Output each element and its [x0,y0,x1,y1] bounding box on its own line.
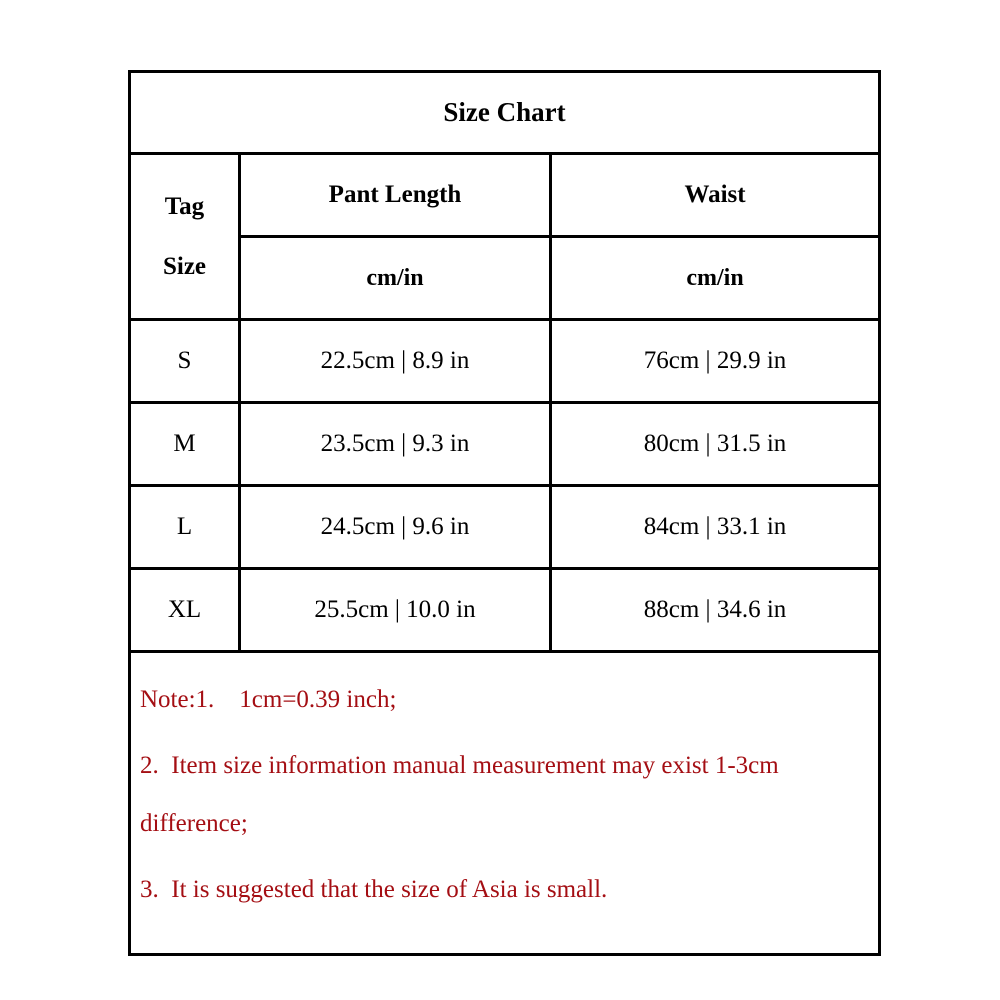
pant-length-value: 24.5cm | 9.6 in [240,486,551,569]
size-label: S [130,320,240,403]
table-row-xl [130,569,880,652]
notes-row [130,652,880,955]
note-line-2: 2. Item size information manual measurement may exist 1-3cm difference; [140,752,785,837]
size-chart-table [128,70,881,956]
tag-size-header-cell [130,154,240,320]
waist-header: Waist [551,154,880,237]
table-row-s [130,320,880,403]
tag-size-label-line1: Tag [164,192,205,220]
note-line-1: Note:1. 1cm=0.39 inch; [140,686,397,713]
waist-value: 88cm | 34.6 in [551,569,880,652]
note-line-3: 3. It is suggested that the size of Asia is small. [140,876,608,903]
pant-length-unit-label: cm/in [240,237,551,320]
size-label: L [130,486,240,569]
size-label: XL [130,569,240,652]
header-row-measures [130,154,880,237]
size-label: M [130,403,240,486]
pant-length-value: 25.5cm | 10.0 in [240,569,551,652]
notes-cell [130,652,880,955]
waist-value: 76cm | 29.9 in [551,320,880,403]
header-row-units [130,237,880,320]
table-row-m [130,403,880,486]
pant-length-header: Pant Length [240,154,551,237]
waist-value: 84cm | 33.1 in [551,486,880,569]
tag-size-label-line2: Size [162,252,207,280]
title-row [130,72,880,154]
pant-length-value: 22.5cm | 8.9 in [240,320,551,403]
chart-title: Size Chart [130,72,880,154]
waist-unit-label: cm/in [551,237,880,320]
pant-length-value: 23.5cm | 9.3 in [240,403,551,486]
table-row-l [130,486,880,569]
waist-value: 80cm | 31.5 in [551,403,880,486]
